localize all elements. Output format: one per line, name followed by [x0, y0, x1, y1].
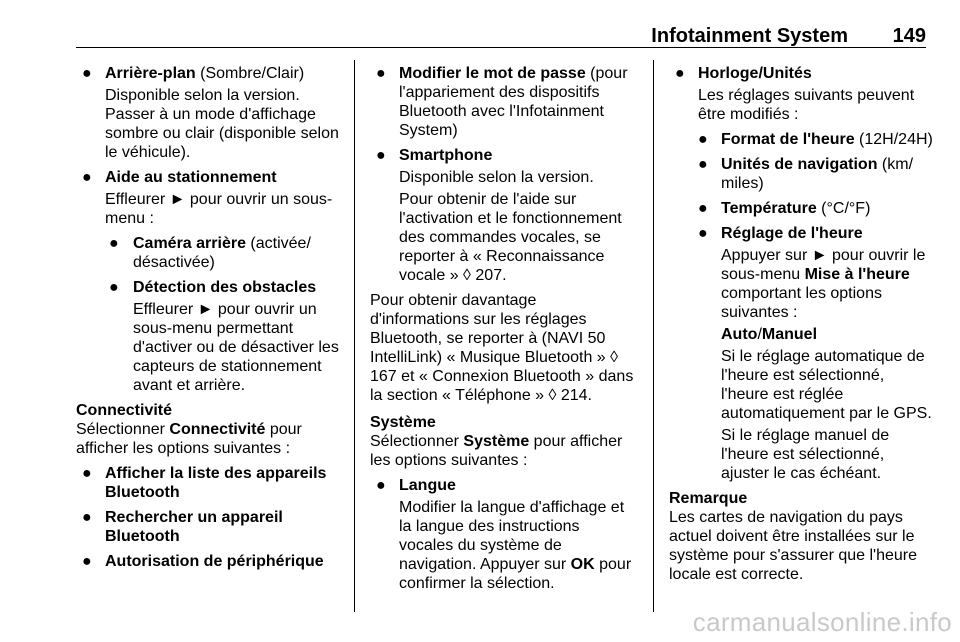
bullet: ●	[82, 169, 92, 186]
bullet: ●	[109, 235, 119, 252]
section-intro: Sélectionner Connectivité pour afficher les options suivantes :	[76, 421, 302, 457]
bullet: ●	[698, 131, 708, 148]
list-item-reglage-heure	[669, 224, 933, 483]
item-options: (activée/ désactivée)	[133, 235, 311, 271]
list-item-temperature	[669, 199, 933, 218]
bullet: ●	[82, 509, 92, 526]
list-item: ● Rechercher un appareil Bluetooth	[82, 509, 283, 545]
item-options: (12H/24H)	[854, 131, 933, 148]
watermark: carmanualsonline.info	[692, 607, 952, 637]
list-item-format-heure	[669, 130, 933, 149]
list-item-arriere-plan	[76, 64, 344, 162]
column-3	[669, 64, 933, 584]
header-rule	[76, 47, 926, 48]
item-label: Horloge/Unités	[698, 65, 812, 82]
item-label: Arrière-plan	[105, 65, 196, 82]
section-intro: Sélectionner Système pour afficher les options suivantes :	[370, 433, 623, 469]
bullet: ●	[376, 65, 386, 82]
item-description: (pour l'appariement des dispositifs Bluetooth avec l'Infotainment System)	[399, 65, 628, 139]
item-label: Détection des obstacles	[133, 279, 317, 296]
bullet: ●	[698, 225, 708, 242]
bullet: ●	[376, 147, 386, 164]
paragraph-bluetooth: Pour obtenir davantage d'informations sur les réglages Bluetooth, se reporter à (NAVI 50 IntelliLink) « Musique Bluetooth » ◊ 167 et « Connexion Bluetooth » dans la section « Téléphone » ◊ 214.	[370, 292, 634, 404]
list-item-langue	[370, 476, 636, 593]
column-divider-2	[653, 60, 654, 612]
item-options: (Sombre/Clair)	[195, 65, 305, 82]
item-description: Si le réglage manuel de l'heure est sélectionné, ajuster le cas échéant.	[721, 427, 890, 482]
page-title: Infotainment System	[651, 25, 848, 47]
bullet: ●	[82, 465, 92, 482]
item-description: Les réglages suivants peuvent être modifiés :	[698, 87, 915, 123]
section-heading-connectivite: Connectivité	[76, 402, 173, 419]
item-label: Langue	[399, 477, 456, 494]
remarque-heading: Remarque	[669, 490, 748, 507]
list-item: ● Autorisation de périphérique	[82, 553, 324, 570]
item-label: Format de l'heure	[721, 131, 855, 148]
list-item-camera-arriere	[76, 234, 344, 272]
column-1	[76, 64, 344, 577]
item-description: Disponible selon la version.	[399, 169, 594, 186]
item-description: Si le réglage automatique de l'heure est sélectionné, l'heure est réglée automatiquement par le GPS.	[721, 348, 932, 422]
list-item-smartphone	[370, 146, 636, 285]
item-description: Disponible selon la version. Passer à un mode d'affichage sombre ou clair (disponible selon le véhicule).	[105, 87, 339, 161]
bullet: ●	[376, 477, 386, 494]
list-item-detection-obstacles	[76, 278, 344, 395]
bullet: ●	[109, 279, 119, 296]
column-divider-1	[354, 60, 355, 612]
bullet: ●	[698, 156, 708, 173]
list-item-aide-stationnement	[76, 168, 344, 228]
item-label: Modifier le mot de passe	[399, 65, 586, 82]
page-header	[0, 18, 960, 50]
bullet: ●	[675, 65, 685, 82]
item-label: Réglage de l'heure	[721, 225, 863, 242]
bullet: ●	[82, 553, 92, 570]
item-label: Température	[721, 200, 817, 217]
item-options: (km/ miles)	[721, 156, 914, 192]
page-number: 149	[892, 25, 926, 47]
column-2	[370, 64, 636, 599]
section-heading-systeme: Système	[370, 414, 436, 431]
auto-manuel: Auto/Manuel	[721, 326, 818, 343]
list-item-horloge-unites	[669, 64, 933, 124]
item-description: Modifier la langue d'affichage et la langue des instructions vocales du système de navigation. Appuyer sur OK pour confirmer la sélection.	[399, 499, 632, 592]
item-options: (°C/°F)	[816, 200, 871, 217]
item-label: Aide au stationnement	[105, 169, 277, 186]
bullet: ●	[82, 65, 92, 82]
item-label: Unités de navigation	[721, 156, 878, 173]
item-label: Smartphone	[399, 147, 493, 164]
bullet: ●	[698, 200, 708, 217]
list-item: ● Afficher la liste des appareils Bluetooth	[82, 465, 327, 501]
list-item-modifier-mot-de-passe	[370, 64, 636, 140]
item-description: Pour obtenir de l'aide sur l'activation et le fonctionnement des commandes vocales, se reporter à « Reconnaissance vocale » ◊ 207.	[399, 191, 622, 284]
item-description: Effleurer ► pour ouvrir un sous-menu :	[105, 191, 333, 227]
list-item-unites-navigation	[669, 155, 933, 193]
remarque-text: Les cartes de navigation du pays actuel doivent être installées sur le système pour s'assurer que l'heure locale est correcte.	[669, 509, 918, 583]
item-description: Appuyer sur ► pour ouvrir le sous-menu Mise à l'heure comportant les options suivantes :	[721, 247, 926, 321]
item-description: Effleurer ► pour ouvrir un sous-menu permettant d'activer ou de désactiver les capteurs de stationnement avant et arrière.	[133, 301, 339, 394]
item-label: Caméra arrière	[133, 235, 246, 252]
